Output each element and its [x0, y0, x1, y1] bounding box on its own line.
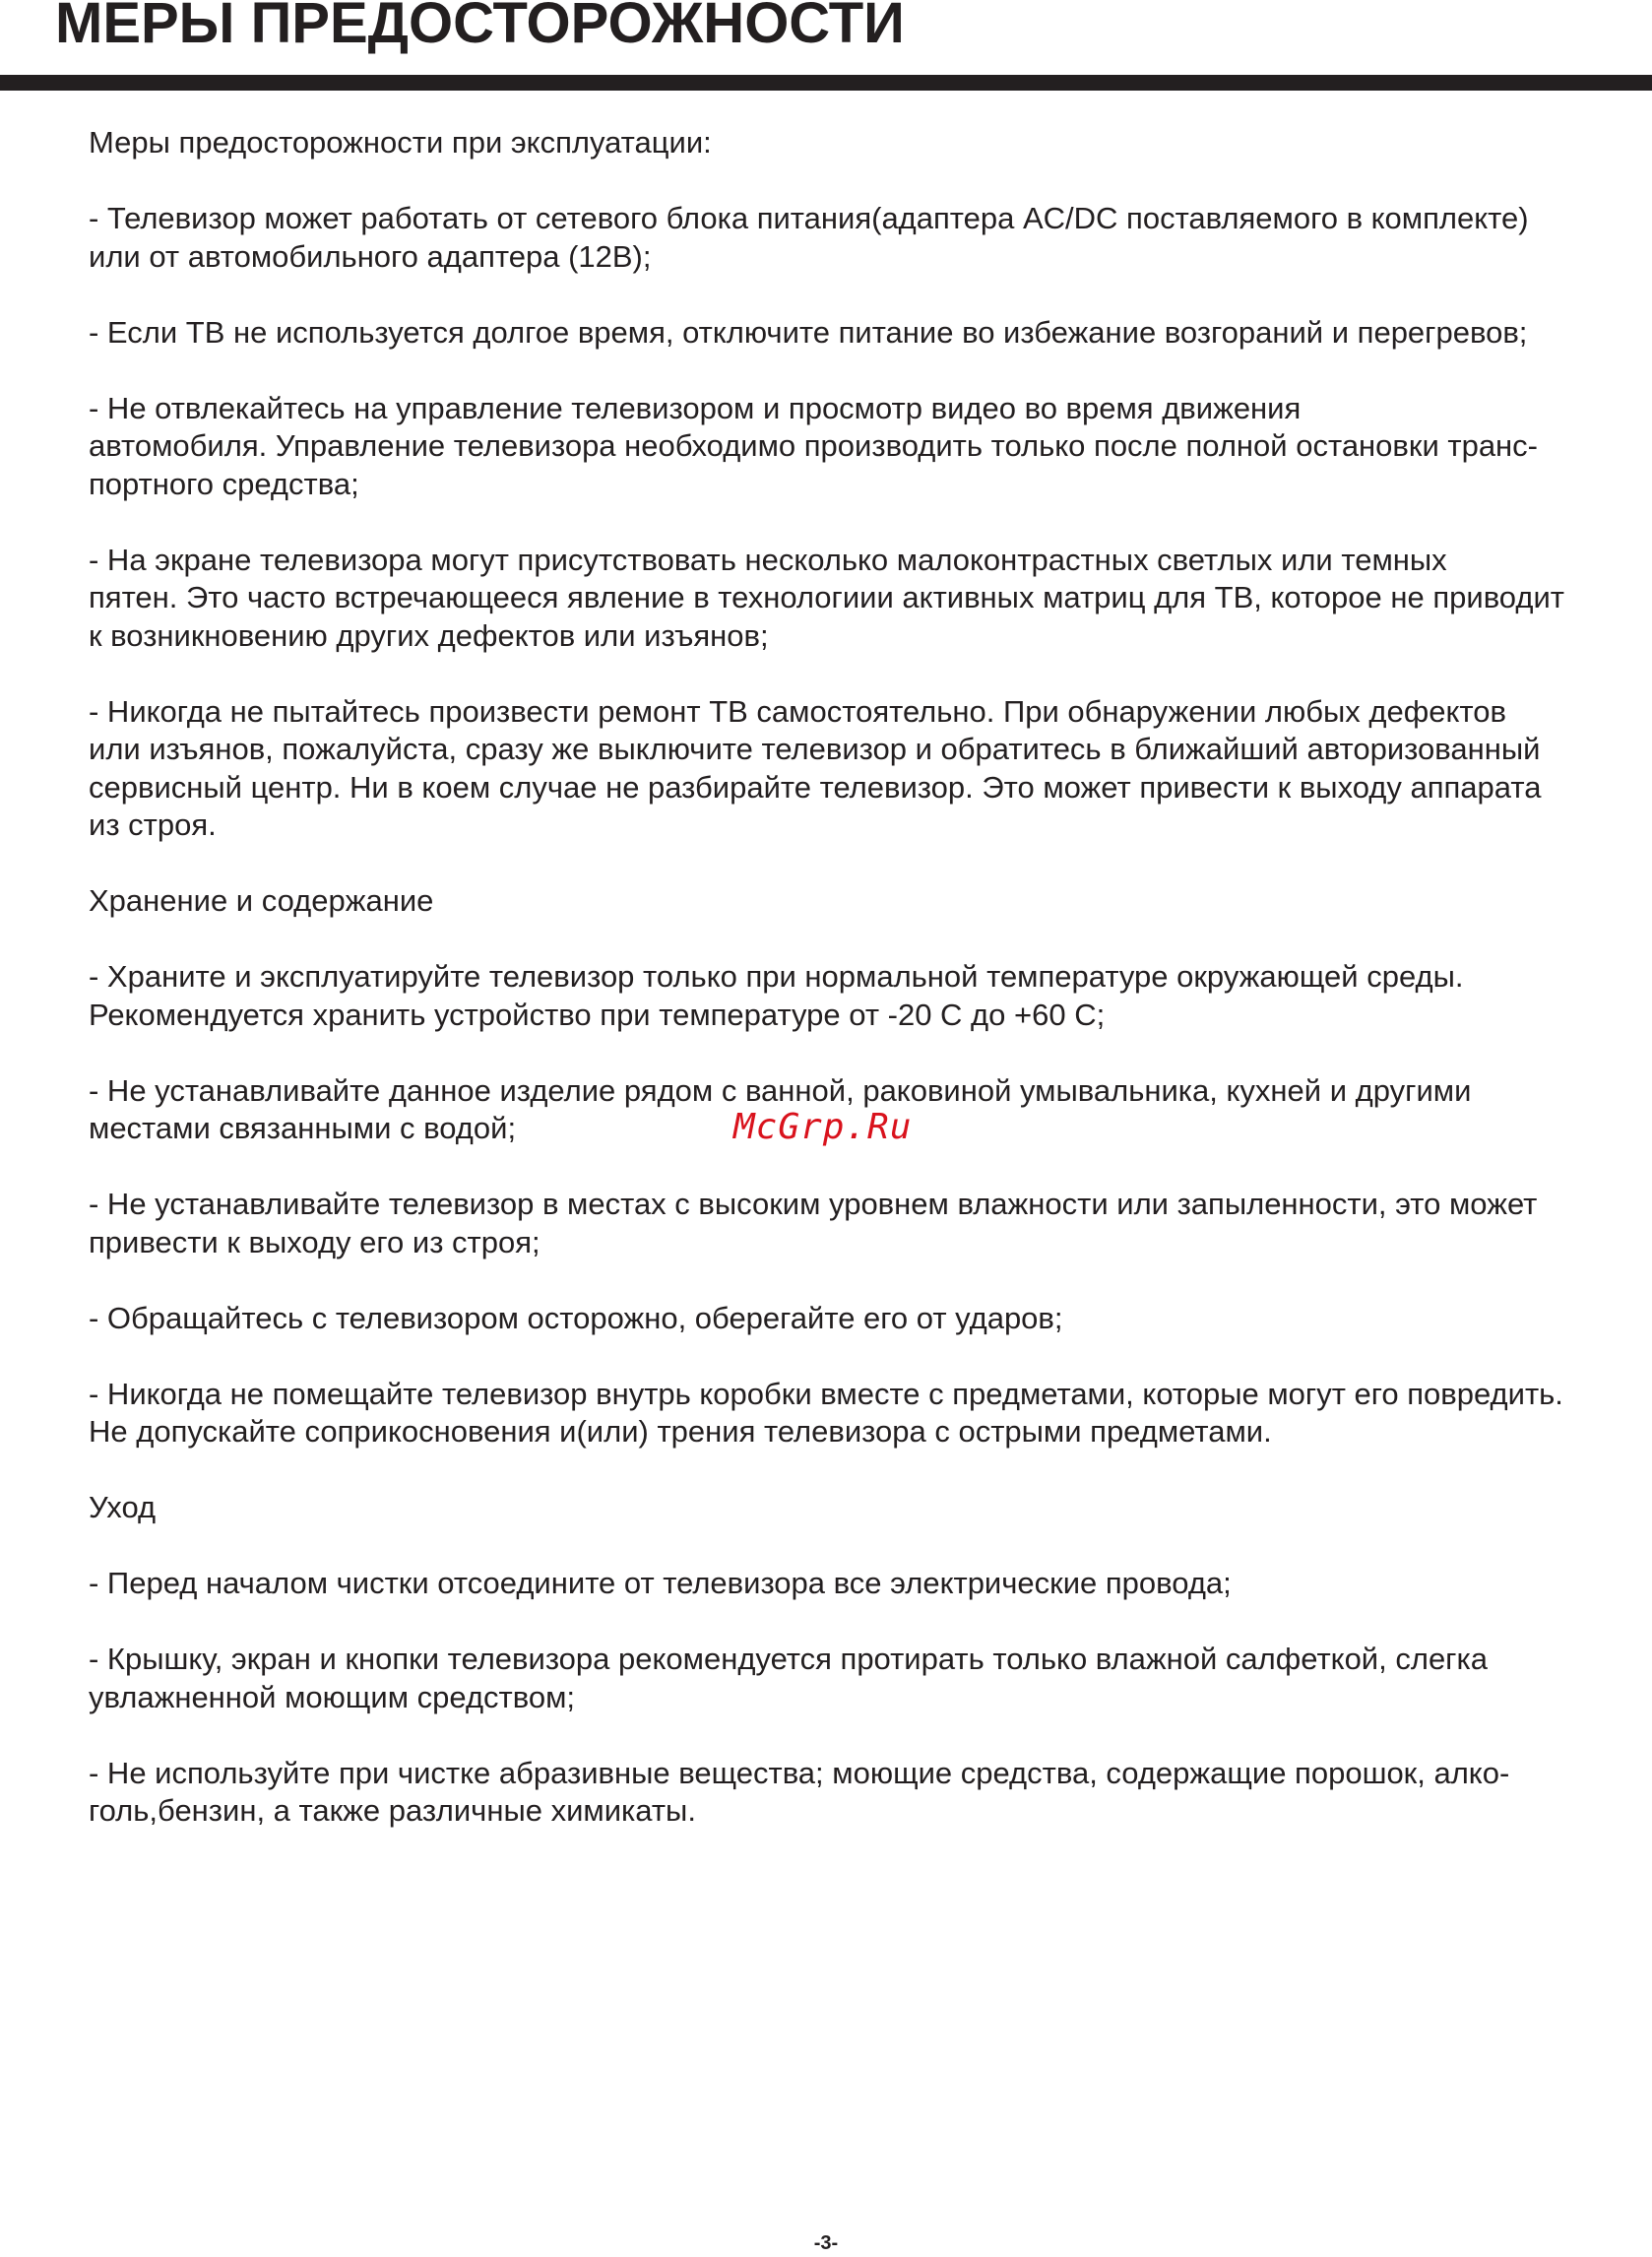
page-number: -3- [813, 2232, 839, 2254]
text-line: автомобиля. Управление телевизора необходимо производить только после полной остановки транс- [89, 428, 1539, 463]
paragraph [89, 1376, 1624, 1451]
text-line: портного средства; [89, 466, 359, 501]
text-line: к возникновению других дефектов или изъянов; [89, 617, 769, 653]
paragraph [89, 200, 1624, 276]
text-line: увлажненной моющим средством; [89, 1679, 576, 1714]
text-line: местами связанными с водой; [89, 1111, 517, 1145]
text-line: пятен. Это часто встречающееся явление в технологиии активных матриц для ТВ, которое не приводит [89, 580, 1564, 614]
text-line: или изъянов, пожалуйста, сразу же выключите телевизор и обратитесь в ближайший авторизованный [89, 732, 1541, 766]
paragraph [89, 390, 1624, 504]
text-line: - На экране телевизора могут присутствовать несколько малоконтрастных светлых или темных [89, 542, 1447, 577]
text-line: из строя. [89, 807, 217, 842]
paragraph [89, 1186, 1624, 1261]
paragraph [89, 542, 1624, 656]
text-line: - Не используйте при чистке абразивные вещества; моющие средства, содержащие порошок, алко- [89, 1755, 1510, 1790]
text-line: сервисный центр. Ни в коем случае не разбирайте телевизор. Это может привести к выходу аппарата [89, 769, 1542, 805]
paragraph [89, 314, 1624, 353]
text-line: или от автомобильного адаптера (12В); [89, 238, 652, 274]
text-line: Рекомендуется хранить устройство при температуре от -20 С до +60 С; [89, 997, 1106, 1032]
paragraph [89, 1755, 1624, 1831]
text-line: - Храните и эксплуатируйте телевизор только при нормальной температуре окружающей среды. [89, 959, 1464, 994]
watermark: McGrp.Ru [733, 1107, 913, 1147]
paragraph [89, 1565, 1624, 1603]
paragraph [89, 1641, 1624, 1716]
paragraph [89, 1300, 1624, 1338]
text-line: - Не устанавливайте данное изделие рядом с ванной, раковиной умывальника, кухней и другими [89, 1072, 1472, 1108]
text-line: - Телевизор может работать от сетевого блока питания(адаптера AC/DC поставляемого в комплекте) [89, 201, 1529, 235]
text-line: - Не устанавливайте телевизор в местах с высоким уровнем влажности или запыленности, это может [89, 1187, 1538, 1221]
text-line: привести к выходу его из строя; [89, 1224, 540, 1259]
paragraph [89, 1489, 1624, 1527]
paragraph [89, 124, 1624, 162]
title-rule [0, 75, 1652, 91]
paragraph [89, 693, 1624, 845]
document-body [89, 124, 1624, 1868]
paragraph [89, 958, 1624, 1034]
text-line: - Если ТВ не используется долгое время, отключите питание во избежание возгораний и перегревов; [89, 314, 1528, 350]
paragraph [89, 882, 1624, 921]
text-line: - Не отвлекайтесь на управление телевизором и просмотр видео во время движения [89, 390, 1302, 425]
text-line: - Перед началом чистки отсоедините от телевизора все электрические провода; [89, 1566, 1232, 1600]
text-line: Хранение и содержание [89, 883, 434, 918]
text-line: - Никогда не помещайте телевизор внутрь коробки вместе с предметами, которые могут его повредить. [89, 1376, 1563, 1411]
text-line: - Крышку, экран и кнопки телевизора рекомендуется протирать только влажной салфеткой, слегка [89, 1642, 1488, 1676]
text-line: Не допускайте соприкосновения и(или) трения телевизора с острыми предметами. [89, 1414, 1272, 1449]
text-line: - Обращайтесь с телевизором осторожно, оберегайте его от ударов; [89, 1300, 1063, 1335]
text-line: голь,бензин, а также различные химикаты. [89, 1793, 696, 1828]
text-line: Уход [89, 1490, 157, 1524]
text-line: Меры предосторожности при эксплуатации: [89, 125, 712, 160]
page-title: МЕРЫ ПРЕДОСТОРОЖНОСТИ [55, 0, 905, 55]
text-line: - Никогда не пытайтесь произвести ремонт ТВ самостоятельно. При обнаружении любых дефектов [89, 693, 1506, 729]
